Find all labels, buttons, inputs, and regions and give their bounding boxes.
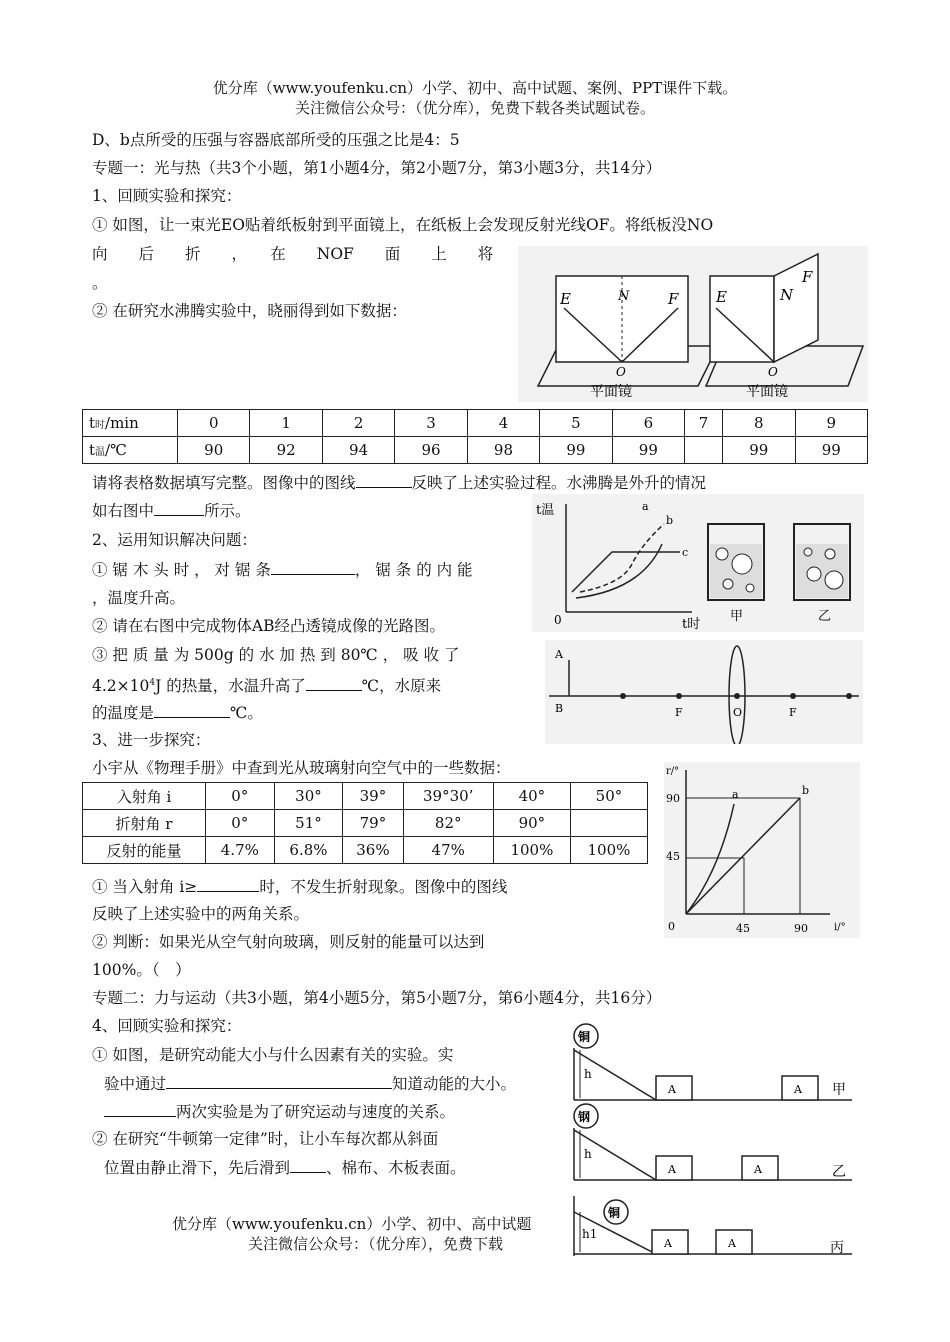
label-a: a <box>642 500 649 513</box>
temp-cell: 96 <box>395 437 467 464</box>
text-line: ② 在研究“牛顿第一定律”时，让小车每次都从斜面 <box>92 1130 439 1148</box>
text-line: ① 当入射角 i≥ 时，不发生折射现象。图像中的图线 <box>92 878 508 896</box>
question-heading: 3、进一步探究： <box>92 731 211 749</box>
answer-blank[interactable] <box>154 500 204 516</box>
tick-45: 45 <box>666 850 680 863</box>
row-header: 反射的能量 <box>83 837 206 864</box>
block-label: A <box>664 1237 672 1250</box>
temp-cell: 92 <box>250 437 322 464</box>
table-cell: 0° <box>206 783 275 810</box>
answer-blank[interactable] <box>197 876 259 892</box>
table-cell: 100% <box>493 837 570 864</box>
label-E: E <box>560 290 571 308</box>
origin-label: 0 <box>668 920 675 933</box>
point <box>620 693 626 699</box>
label-b: b <box>666 514 674 527</box>
figure-background <box>664 762 860 938</box>
x-axis-label: t时 <box>682 617 701 632</box>
answer-blank[interactable] <box>104 1101 176 1117</box>
label-h: h <box>584 1067 592 1081</box>
tick-90: 90 <box>794 922 808 935</box>
table-cell: 79° <box>343 810 403 837</box>
table-row <box>83 837 648 864</box>
figure-background <box>545 640 863 744</box>
label-c: c <box>682 546 689 559</box>
table-cell: 4.7% <box>206 837 275 864</box>
answer-blank[interactable] <box>290 1157 326 1173</box>
text-line: 反映了上述实验中的两角关系。 <box>92 905 310 923</box>
label-A: A <box>555 648 563 661</box>
text-line: ② 请在右图中完成物体AB经凸透镜成像的光路图。 <box>92 617 446 635</box>
table-cell: 39°30’ <box>403 783 493 810</box>
tick-45: 45 <box>736 922 750 935</box>
answer-blank[interactable] <box>166 1073 392 1089</box>
table-row <box>83 810 648 837</box>
x-axis-label: i/° <box>834 922 846 933</box>
label-O: O <box>616 365 626 379</box>
table-cell: 51° <box>274 810 343 837</box>
block-label: A <box>668 1163 676 1176</box>
label-yi: 乙 <box>818 609 832 624</box>
answer-blank[interactable] <box>154 702 230 718</box>
table-cell: 100% <box>570 837 647 864</box>
temp-cell: 99 <box>795 437 867 464</box>
y-axis-label: t温 <box>536 503 555 518</box>
row-label-bing: 丙 <box>830 1240 844 1256</box>
text-line: 100%。（ ） <box>92 961 191 979</box>
time-cell: 9 <box>795 410 867 437</box>
optical-center <box>734 693 740 699</box>
table-cell: 50° <box>570 783 647 810</box>
table-row <box>83 783 648 810</box>
block-label: A <box>728 1237 736 1250</box>
temp-cell: 90 <box>178 437 250 464</box>
page-footer-line2: 关注微信公众号：（优分库），免费下载 <box>248 1235 504 1253</box>
row-header: 入射角 i <box>83 783 206 810</box>
temp-cell: 98 <box>467 437 539 464</box>
label-E: E <box>716 288 727 306</box>
text-line: ② 在研究水沸腾实验中，晓丽得到如下数据： <box>92 302 407 320</box>
text-line: ① 锯 木 头 时 ， 对 锯 条 ， 锯 条 的 内 能 <box>92 561 473 579</box>
question-heading: 1、回顾实验和探究： <box>92 187 242 205</box>
table-cell: 47% <box>403 837 493 864</box>
boiling-graph-figure <box>532 494 864 632</box>
text-line: ③ 把 质 量 为 500g 的 水 加 热 到 80℃ ， 吸 收 了 <box>92 646 460 664</box>
page-header-line1: 优分库（www.youfenku.cn）小学、初中、高中试题、案例、PPT课件下载。 <box>212 79 738 97</box>
row-label-yi: 乙 <box>832 1164 846 1180</box>
temp-row <box>83 437 868 464</box>
label-O: O <box>733 706 743 719</box>
time-cell: 6 <box>612 410 684 437</box>
focal-point-right <box>790 693 796 699</box>
angle-graph-figure <box>664 762 860 938</box>
text-line: 小宇从《物理手册》中查到光从玻璃射向空气中的一些数据： <box>92 759 511 777</box>
text-line: 向 后 折 ， 在 NOF 面 上 将 <box>92 245 494 263</box>
convex-lens-figure <box>545 640 863 744</box>
temp-cell: 94 <box>322 437 394 464</box>
time-cell: 3 <box>395 410 467 437</box>
table-cell: 6.8% <box>274 837 343 864</box>
label-h: h <box>584 1147 592 1161</box>
section-title: 专题一：光与热（共3个小题，第1小题4分，第2小题7分，第3小题3分，共14分） <box>92 159 662 177</box>
ball-label: 钢 <box>578 1110 591 1124</box>
page-footer-line1: 优分库（www.youfenku.cn）小学、初中、高中试题 <box>172 1215 532 1233</box>
focal-point-left <box>676 693 682 699</box>
label-F: F <box>789 706 797 719</box>
row-label-jia: 甲 <box>832 1082 846 1098</box>
block-label: A <box>668 1083 676 1096</box>
table-cell: 40° <box>493 783 570 810</box>
time-row <box>83 410 868 437</box>
text-line: 两次实验是为了研究运动与速度的关系。 <box>104 1101 455 1122</box>
mirror-label-left: 平面镜 <box>590 384 632 400</box>
question-heading: 2、运用知识解决问题： <box>92 531 257 549</box>
label-O: O <box>768 365 778 379</box>
time-cell: 7 <box>685 410 723 437</box>
answer-blank[interactable] <box>356 472 412 488</box>
temp-cell-blank[interactable] <box>685 437 723 464</box>
text-line: D、b点所受的压强与容器底部所受的压强之比是4：5 <box>92 131 460 149</box>
temp-cell: 99 <box>723 437 795 464</box>
temp-cell: 99 <box>540 437 612 464</box>
point <box>846 693 852 699</box>
ramp-experiment-figure <box>566 1020 852 1260</box>
label-h1: h1 <box>582 1227 598 1241</box>
text-line: $4.2\times 10^4J$ 的热量，水温升高了 ℃，水原来 <box>92 677 442 696</box>
table-cell: 82° <box>403 810 493 837</box>
row-header: 折射角 r <box>83 810 206 837</box>
refraction-data-table <box>82 782 648 864</box>
boiling-data-table <box>82 409 868 464</box>
table-cell: 36% <box>343 837 403 864</box>
time-cell: 4 <box>467 410 539 437</box>
label-b: b <box>802 784 810 797</box>
label-F: F <box>668 290 679 308</box>
origin-label: 0 <box>554 613 562 627</box>
ball-label: 铜 <box>608 1206 621 1220</box>
ball-label: 铜 <box>578 1030 591 1044</box>
y-axis-label: r/° <box>666 766 680 777</box>
table-cell: 90° <box>493 810 570 837</box>
section-title: 专题二：力与运动（共3小题，第4小题5分，第5小题7分，第6小题4分，共16分） <box>92 989 662 1007</box>
label-B: B <box>555 702 564 715</box>
temp-cell: 99 <box>612 437 684 464</box>
time-cell: 1 <box>250 410 322 437</box>
text-line: 。 <box>92 274 108 292</box>
mirror-reflection-figure <box>518 246 868 402</box>
text-line: ，温度升高。 <box>92 589 186 607</box>
table-cell <box>570 810 647 837</box>
text-line: ① 如图，让一束光EO贴着纸板射到平面镜上，在纸板上会发现反射光线OF。将纸板没NO <box>92 216 714 234</box>
table-cell: 39° <box>343 783 403 810</box>
time-cell: 8 <box>723 410 795 437</box>
block-label: A <box>794 1083 802 1096</box>
mirror-label-right: 平面镜 <box>746 384 788 400</box>
label-jia: 甲 <box>730 609 744 624</box>
answer-blank[interactable] <box>306 675 362 691</box>
text-line: 位置由静止滑下，先后滑到 、棉布、木板表面。 <box>104 1159 466 1177</box>
block-label: A <box>754 1163 762 1176</box>
label-N: N <box>780 286 794 304</box>
text-line: 验中通过 知道动能的大小。 <box>104 1075 517 1093</box>
answer-blank[interactable] <box>271 559 355 575</box>
time-cell: 2 <box>322 410 394 437</box>
label-N: N <box>618 289 630 304</box>
page-header-line2: 关注微信公众号：（优分库），免费下载各类试题试卷。 <box>294 99 655 117</box>
time-cell: 5 <box>540 410 612 437</box>
table-cell: 30° <box>274 783 343 810</box>
label-F: F <box>802 268 813 286</box>
tick-90: 90 <box>666 792 680 805</box>
text-line: 如右图中 所示。 <box>92 502 251 520</box>
question-heading: 4、回顾实验和探究： <box>92 1017 242 1035</box>
text-line: 的温度是 ℃。 <box>92 704 263 722</box>
text-line: 请将表格数据填写完整。图像中的图线 反映了上述实验过程。水沸腾是外升的情况 <box>92 474 707 492</box>
label-F: F <box>675 706 683 719</box>
label-a: a <box>732 788 739 801</box>
temp-row-header: t温/℃ <box>83 437 178 464</box>
text-line: ① 如图，是研究动能大小与什么因素有关的实验。实 <box>92 1046 454 1064</box>
time-row-header: t时/min <box>83 410 178 437</box>
time-cell: 0 <box>178 410 250 437</box>
text-line: ② 判断：如果光从空气射向玻璃，则反射的能量可以达到 <box>92 933 485 951</box>
table-cell: 0° <box>206 810 275 837</box>
